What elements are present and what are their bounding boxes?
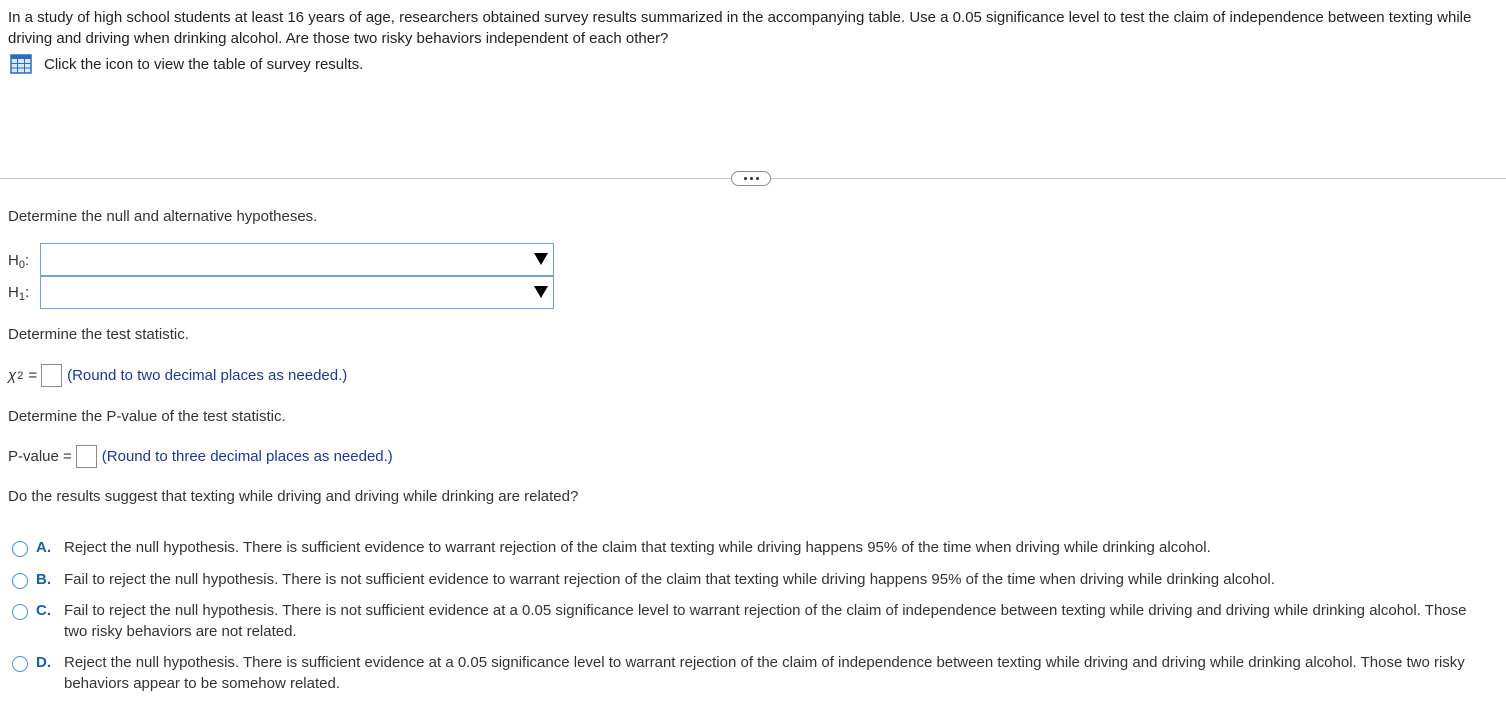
h0-dropdown[interactable]: [40, 243, 554, 276]
test-statistic-row: [8, 364, 347, 387]
p-value-hint: (Round to three decimal places as needed.): [101, 448, 393, 465]
ellipsis-icon: [744, 177, 759, 180]
chi-square-input[interactable]: [41, 364, 62, 387]
radio-d[interactable]: [12, 656, 28, 672]
radio-a[interactable]: [12, 541, 28, 557]
h0-label: $H_0$:: [8, 252, 30, 271]
h1-dropdown[interactable]: [40, 276, 554, 309]
choice-a[interactable]: [12, 539, 1492, 558]
choice-c-text: Fail to reject the null hypothesis. There is not sufficient evidence at a 0.05 significance level to warrant rejection of the claim of independence between texting while driving and driving while drinking alcohol. Those two risky behaviors are not related.: [64, 602, 1467, 640]
radio-b[interactable]: [12, 573, 28, 589]
conclusion-prompt: Do the results suggest that texting while driving and driving while drinking are related?: [8, 488, 579, 505]
radio-c[interactable]: [12, 604, 28, 620]
view-table-text[interactable]: Click the icon to view the table of survey results.: [44, 55, 364, 73]
choice-b[interactable]: [12, 571, 1492, 590]
chi-symbol: χ: [8, 367, 17, 384]
dropdown-arrow-icon[interactable]: [534, 253, 548, 265]
choice-b-letter: B.: [36, 571, 51, 588]
h1-label: $H_1$:: [8, 284, 30, 303]
choice-a-text: Reject the null hypothesis. There is sufficient evidence to warrant rejection of the claim that texting while driving happens 95% of the time when driving while drinking alcohol.: [64, 539, 1211, 556]
dropdown-arrow-icon[interactable]: [534, 286, 548, 298]
hypotheses-prompt: Determine the null and alternative hypotheses.: [8, 208, 318, 225]
choice-b-text: Fail to reject the null hypothesis. There is not sufficient evidence to warrant rejection of the claim that texting while driving happens 95% of the time when driving while drinking alcohol.: [64, 571, 1275, 588]
choice-c-letter: C.: [36, 602, 51, 619]
p-value-row: [8, 445, 393, 468]
p-value-input[interactable]: [76, 445, 97, 468]
choice-d-text: Reject the null hypothesis. There is sufficient evidence at a 0.05 significance level to warrant rejection of the claim of independence between texting while driving and driving while drinking alcohol. Those two risky behaviors appear to be somehow related.: [64, 654, 1465, 692]
view-table-link[interactable]: [10, 54, 363, 74]
expand-more-button[interactable]: [731, 171, 771, 186]
equals-sign: =: [28, 367, 38, 384]
p-value-label: P-value =: [8, 448, 72, 465]
test-statistic-prompt: Determine the test statistic.: [8, 326, 189, 343]
choice-d[interactable]: [12, 654, 1492, 694]
p-value-prompt: Determine the P-value of the test statistic.: [8, 408, 286, 425]
problem-statement: In a study of high school students at least 16 years of age, researchers obtained survey results summarized in the accompanying table. Use a 0.05 significance level to test the claim of independence between texting while driving and driving when drinking alcohol. Are those two risky behaviors independent of each other?: [8, 9, 1472, 47]
chi-square-hint: (Round to two decimal places as needed.): [67, 367, 348, 384]
chi-superscript: 2: [17, 369, 24, 382]
choice-d-letter: D.: [36, 654, 51, 671]
table-grid-icon[interactable]: [10, 54, 32, 74]
choice-c[interactable]: [12, 602, 1492, 642]
choice-a-letter: A.: [36, 539, 51, 556]
